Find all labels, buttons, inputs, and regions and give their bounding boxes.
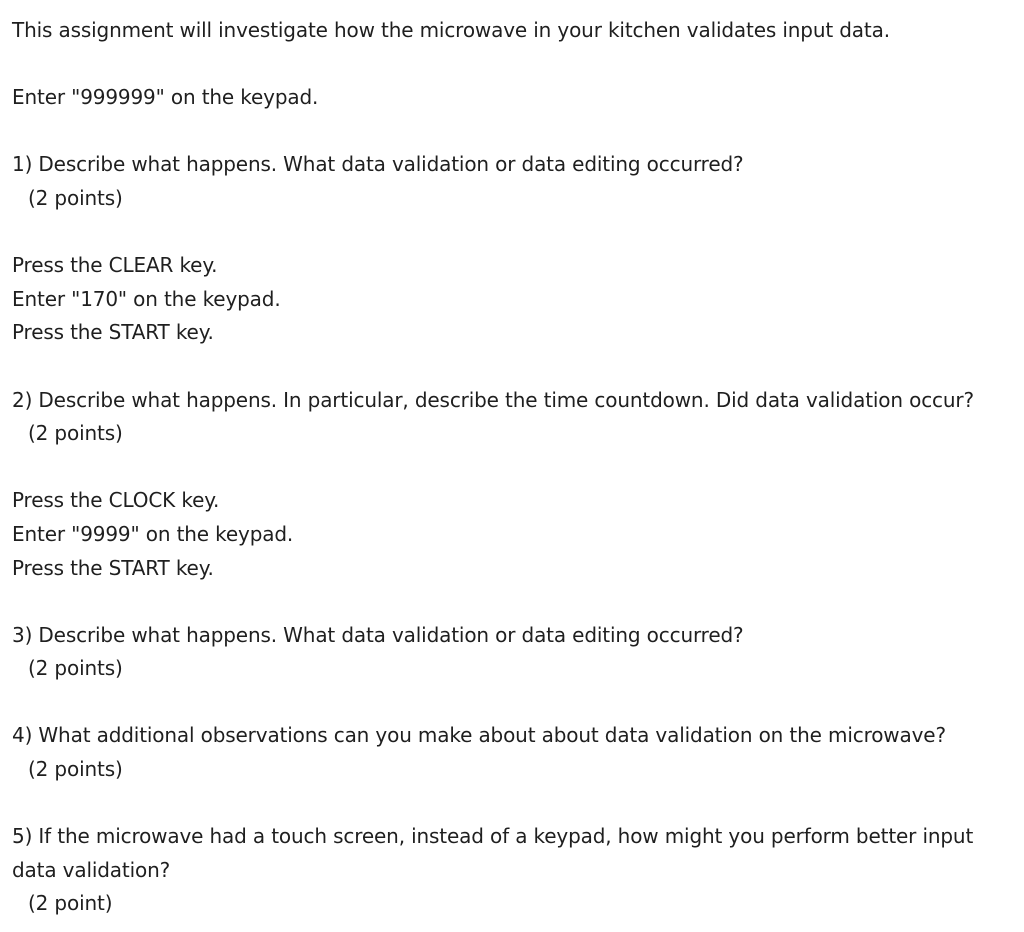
question-3-points: (2 points) [28, 656, 123, 681]
question-1-points: (2 points) [28, 185, 123, 210]
instruction-step: Enter "9999" on the keypad. [12, 521, 294, 546]
spacer [12, 585, 1016, 619]
spacer [12, 216, 1016, 250]
intro-text: This assignment will investigate how the microwave in your kitchen validates input data. [12, 18, 890, 42]
question-4-points: (2 points) [28, 757, 123, 782]
question-2-points: (2 points) [28, 421, 123, 446]
spacer [12, 48, 1016, 82]
question-5: 5) If the microwave had a touch screen, instead of a keypad, how might you perform better input data validation? [12, 824, 974, 882]
spacer [12, 451, 1016, 485]
question-2: 2) Describe what happens. In particular, describe the time countdown. Did data validation occur? [12, 387, 974, 412]
instruction-step: Enter "170" on the keypad. [12, 286, 281, 311]
question-5-points: (2 point) [28, 891, 113, 916]
instruction-step: Enter "999999" on the keypad. [12, 85, 319, 110]
question-4: 4) What additional observations can you make about about data validation on the microwave? [12, 723, 946, 748]
instruction-step: Press the CLEAR key. [12, 253, 218, 278]
spacer [12, 350, 1016, 384]
instruction-step: Press the START key. [12, 555, 214, 580]
instruction-step: Press the START key. [12, 320, 214, 345]
spacer [12, 686, 1016, 720]
spacer [12, 115, 1016, 149]
question-1: 1) Describe what happens. What data validation or data editing occurred? [12, 152, 744, 177]
assignment-document [12, 14, 1016, 921]
question-3: 3) Describe what happens. What data validation or data editing occurred? [12, 622, 744, 647]
spacer [12, 787, 1016, 821]
instruction-step: Press the CLOCK key. [12, 488, 220, 513]
